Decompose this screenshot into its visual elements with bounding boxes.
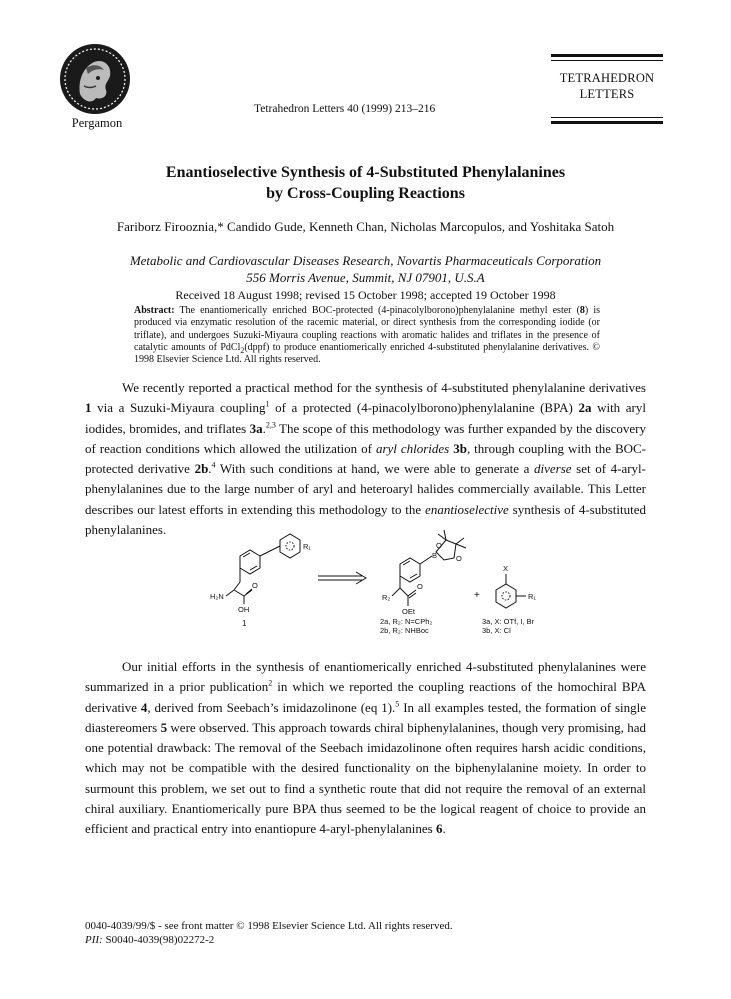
- header-rule-top: [551, 54, 663, 57]
- journal-name: [551, 70, 663, 102]
- p1-text: .: [262, 420, 266, 436]
- footer-pii: [85, 933, 453, 947]
- scheme-o4: O: [456, 554, 462, 563]
- abstract-compound: 8: [579, 305, 585, 316]
- p2-text: In all examples tested, the formation of single diastereomers: [85, 699, 646, 735]
- p1-ref: 1: [265, 399, 270, 409]
- scheme-x: X: [503, 564, 509, 573]
- header-rule-bottom-thin: [551, 117, 663, 118]
- p2-compound: 5: [160, 719, 168, 735]
- p2-text: .: [442, 821, 446, 837]
- journal-name-line2: LETTERS: [579, 87, 635, 101]
- p1-text: The scope of this methodology was further expanded by the discovery of reaction conditions which allowed the utilization of: [85, 420, 646, 456]
- body-paragraph-1: [85, 378, 646, 540]
- publisher-name: Pergamon: [71, 116, 123, 130]
- article-title: [60, 162, 671, 204]
- p1-text: .: [208, 461, 212, 477]
- scheme-plus: +: [474, 590, 480, 601]
- p1-compound: 1: [85, 400, 92, 416]
- p2-text: Our initial efforts in the synthesis of enantiomerically enriched 4-substituted phenylalanines were summarized in a prior publication: [85, 659, 646, 695]
- scheme-boron: B: [432, 551, 438, 560]
- compound-label-3b: 3b, X: Cl: [482, 626, 511, 635]
- p1-text: set of 4-aryl-phenylalanines due to the large number of aryl and heteroaryl halides commercially available. This Letter describes our latest efforts in extending this methodology to the: [85, 461, 647, 517]
- p1-emphasis: diverse: [533, 461, 572, 477]
- header-rule-top-thin: [551, 60, 663, 61]
- affiliation-line2: 556 Morris Avenue, Summit, NJ 07901, U.S.A: [246, 270, 485, 285]
- p2-ref: 2: [268, 678, 273, 688]
- scheme-o2: O: [417, 582, 423, 591]
- p1-text: via a Suzuki-Miyaura coupling: [91, 400, 266, 416]
- ring-1a: [240, 550, 260, 574]
- authors: Fariborz Firooznia,* Candido Gude, Kenneth Chan, Nicholas Marcopulos, and Yoshitaka Satoh: [116, 219, 615, 234]
- received-dates: Received 18 August 1998; revised 15 October 1998; accepted 19 October 1998: [175, 288, 556, 302]
- copyright-footer: [85, 919, 453, 947]
- p1-compound: 3b: [453, 440, 467, 456]
- title-line2: by Cross-Coupling Reactions: [266, 185, 465, 202]
- affiliation-line1: Metabolic and Cardiovascular Diseases Research, Novartis Pharmaceuticals Corporation: [129, 253, 602, 268]
- p2-compound: 4: [140, 699, 148, 715]
- compound-label-1: 1: [242, 619, 247, 628]
- abstract-text-a: The enantiomerically enriched BOC-protected (4-pinacolylborono)phenylalanine methyl ester (: [174, 305, 580, 316]
- p2-compound: 6: [435, 821, 443, 837]
- p2-text: in which we reported the coupling reactions of the homochiral BPA derivative: [85, 679, 646, 715]
- p1-text: of a protected (4-pinacolylborono)phenylalanine (BPA): [269, 400, 579, 416]
- footer-copyright: 0040-4039/99/$ - see front matter © 1998 Elsevier Science Ltd. All rights reserved.: [85, 920, 453, 932]
- abstract-label: Abstract:: [134, 305, 175, 316]
- publisher-logo-icon: [58, 42, 132, 116]
- p1-emphasis: aryl chlorides: [375, 440, 450, 456]
- p1-text: With such conditions at hand, we were able to generate a: [215, 461, 534, 477]
- ring-3: [496, 584, 516, 608]
- journal-name-line1: TETRAHEDRON: [559, 71, 655, 85]
- abstract-text-b: ) is produced via enzymatic resolution of the racemic material, or direct synthesis from the corresponding iodide (or triflate), and undergoes Suzuki-Miyaura coupling reactions with aromatic halides and triflates in the presence of catalytic amounts of PdCl: [134, 305, 600, 353]
- p2-ref: 5: [395, 699, 400, 709]
- scheme-oet: OEt: [402, 607, 415, 616]
- compound-label-3a: 3a, X: OTf, I, Br: [482, 617, 535, 626]
- scheme-h2n: H₂N: [210, 592, 224, 601]
- compound-label-2a: 2a, R₂: N=CPh₂: [380, 617, 433, 626]
- p1-compound: 2b: [194, 461, 209, 477]
- scheme-r1b: R₁: [528, 592, 536, 601]
- body-paragraph-2: [85, 657, 646, 840]
- p1-compound: 3a: [249, 420, 263, 436]
- p1-text: We recently reported a practical method for the synthesis of 4-substituted phenylalanine derivatives: [122, 380, 646, 395]
- reaction-scheme: [200, 526, 560, 646]
- journal-citation: Tetrahedron Letters 40 (1999) 213–216: [254, 103, 436, 115]
- scheme-o1: O: [252, 581, 258, 590]
- scheme-r1: R₁: [303, 542, 311, 551]
- p1-text: with aryl iodides, bromides, and triflates: [85, 400, 646, 436]
- header-rule-bottom: [551, 121, 663, 124]
- scheme-r2: R₂: [382, 593, 391, 602]
- footer-pii-value: S0040-4039(98)02272-2: [102, 934, 215, 946]
- p2-text: , derived from Seebach’s imidazolinone (eq 1).: [147, 699, 396, 715]
- compound-label-2b: 2b, R₂: NHBoc: [380, 626, 429, 635]
- abstract-text-c: (dppf) to produce enantiomerically enriched 4-substituted phenylalanine derivatives. © 1998 Elsevier Science Ltd. All rights reserved.: [134, 341, 600, 366]
- ring-1b: [280, 534, 300, 558]
- p1-compound: 2a: [578, 400, 592, 416]
- affiliation: [60, 252, 671, 286]
- abstract-sub: 2: [240, 345, 245, 355]
- p1-text: , through coupling with the BOC-protected derivative: [85, 440, 647, 477]
- p1-ref: 4: [211, 460, 216, 470]
- footer-pii-label: PII:: [85, 934, 103, 946]
- p1-ref: 2,3: [265, 420, 276, 430]
- p2-text: were observed. This approach towards chiral biphenylalanines, though very promising, had one potential drawback: The removal of the Seebach imidazolinone often requires harsh acidic conditions, which may not be compatible with the desired functionality on the biphenylalanine moiety. In order to surmount this problem, we set out to find a synthetic route that did not require the removal of an external chiral auxiliary. Enantiomerically pure BPA thus seemed to be the logical reagent of choice to provide an efficient and practical entry into enantiopure 4-aryl-phenylalanines: [85, 719, 646, 837]
- title-line1: Enantioselective Synthesis of 4-Substituted Phenylalanines: [165, 164, 566, 181]
- abstract: [134, 305, 600, 366]
- scheme-o3: O: [436, 541, 442, 550]
- scheme-oh: OH: [238, 605, 250, 614]
- ring-2: [400, 558, 420, 582]
- p1-emphasis: enantioselective: [425, 501, 509, 517]
- p1-text: synthesis of 4-substituted phenylalanines.: [85, 501, 646, 538]
